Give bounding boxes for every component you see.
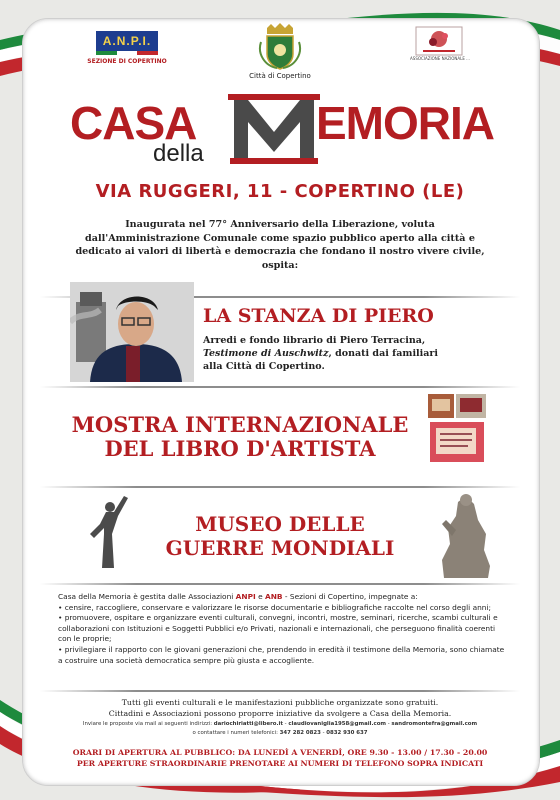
piero-photo (70, 282, 194, 382)
phone-number: 0832 930 637 (326, 729, 368, 736)
intro-text: Inaugurata nel 77° Anniversario della Liberazione, voluta dall'Amministrazione Comunale come spazio pubblico aperto alla città e dedicato ai valori di libertà e democrazia che fondano il nostro vivere civile, ospita: (75, 219, 485, 271)
divider (40, 386, 520, 388)
divider (40, 486, 520, 488)
title-m-letter (228, 92, 320, 164)
phone-number: 347 282 0823 (279, 729, 321, 736)
description-intro: Casa della Memoria è gestita dalle Associazioni ANPI e ANB - Sezioni di Copertino, impegnate a: (58, 592, 418, 601)
title-emoria: EMORIA (316, 97, 494, 149)
footer-notes: Tutti gli eventi culturali e le manifestazioni pubbliche organizzate sono gratuiti. Cittadini e Associazioni possono proporre iniziative da svolgere a Casa della Memoria. (108, 698, 452, 718)
divider (40, 583, 520, 585)
email-link[interactable]: dariochiriatti@libero.it (213, 721, 283, 727)
divider (40, 690, 520, 692)
stanza-line-2: Testimone di Auschwitz, donati dai familiari (203, 348, 439, 359)
city-label: Città di Copertino (249, 72, 311, 80)
anpi-section-label: SEZIONE DI COPERTINO (87, 58, 167, 65)
city-crest-icon (257, 22, 303, 70)
stanza-line-3: alla Città di Copertino. (203, 361, 325, 372)
artist-books-photos (428, 394, 486, 464)
section-stanza-body (203, 334, 493, 373)
section-museo-title: MUSEO DELLE GUERRE MONDIALI (165, 512, 395, 560)
email-link[interactable]: sandromontefra@gmail.com (391, 721, 478, 727)
address: VIA RUGGERI, 11 - COPERTINO (LE) (95, 181, 465, 202)
description-bullet: • privilegiare il rapporto con le giovani generazioni che, prendendo in eredità il testimone della Memoria, sono chiamate a costruire una società democratica sempre più giusta e accogliente. (58, 644, 505, 665)
title-della: della (153, 140, 204, 167)
section-mostra-title: MOSTRA INTERNAZIONALE DEL LIBRO D'ARTISTA (71, 412, 409, 461)
email-link[interactable]: claudiovaniglia1958@gmail.com (288, 721, 387, 727)
description-text (58, 592, 506, 666)
anpi-flag-icon (96, 51, 158, 55)
description-bullet: • promuovere, ospitare e organizzare eventi culturali, convegni, incontri, mostre, seminari, ricerche, scambi culturali e collaborazioni con Istituzioni e Soggetti Pubblici e/o Privati, nazionali e internazionali, che perseguono finalità coerenti con le proprie; (58, 613, 498, 644)
anb-section-label: ASSOCIAZIONE NAZIONALE ... (410, 56, 470, 61)
opening-hours: ORARI DI APERTURA AL PUBBLICO: DA LUNEDÌ A VENERDÌ, ORE 9.30 - 13.00 / 17.30 - 20.00 PER APERTURE STRAORDINARIE PRENOTARE AI NUMERI DI TELEFONO SOPRA INDICATI (72, 748, 488, 768)
title-casa: CASA (70, 97, 197, 149)
footer-contacts: Inviare le proposte via mail ai seguenti indirizzi: dariochiriatti@libero.it - claudiovaniglia1958@gmail.com - sandromontefra@gmail.com o contattare i numeri telefonici: 347 282 0823 - 0832 930 637 (82, 721, 478, 736)
stanza-line-1: Arredi e fondo librario di Piero Terracina, (203, 335, 426, 346)
war-statue-right (434, 490, 498, 580)
description-bullet: • censire, raccogliere, conservare e valorizzare le risorse documentarie e bibliografiche raccolte nel corso degli anni; (58, 602, 492, 612)
anpi-logo: A.N.P.I. (96, 31, 158, 51)
section-stanza-title: LA STANZA DI PIERO (203, 305, 434, 327)
